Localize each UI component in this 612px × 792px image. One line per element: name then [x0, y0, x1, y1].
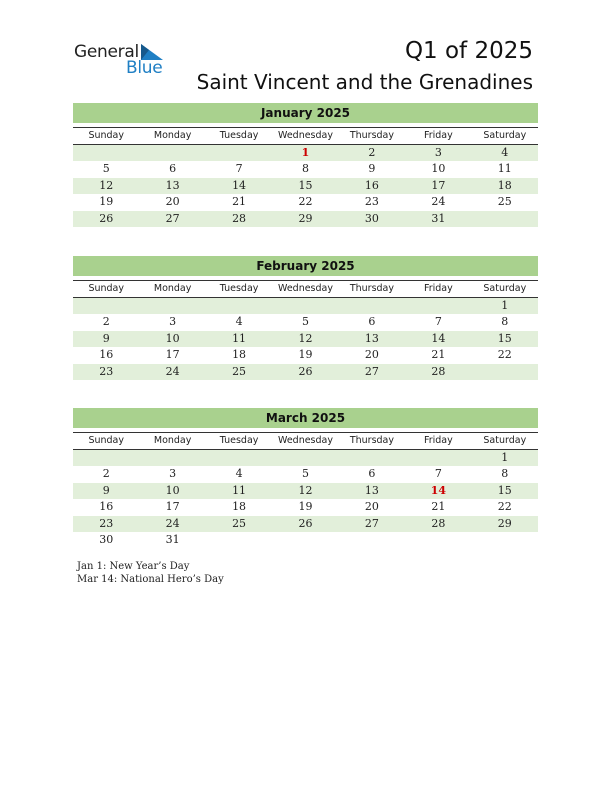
day-cell: 8 — [301, 162, 309, 176]
day-cell: 19 — [99, 195, 114, 209]
day-cell: 10 — [165, 483, 180, 497]
weekday-label: Saturday — [483, 130, 527, 141]
weekday-header-row — [73, 280, 538, 298]
empty-day-cell — [339, 450, 405, 466]
day-cell: 14 — [232, 178, 247, 192]
day-cell: 4 — [501, 146, 509, 159]
month-january — [73, 103, 538, 227]
day-cell: 13 — [364, 331, 379, 345]
day-cell: 9 — [368, 162, 376, 176]
day-cell: 29 — [497, 516, 512, 530]
day-cell: 2 — [102, 467, 110, 481]
day-cell: 19 — [298, 500, 313, 514]
empty-day-cell — [206, 450, 272, 466]
day-cell: 5 — [102, 162, 110, 176]
empty-day-cell — [206, 298, 272, 314]
day-cell: 14 — [431, 331, 446, 345]
week-row — [73, 347, 538, 363]
day-cell: 13 — [364, 483, 379, 497]
empty-day-cell — [405, 532, 471, 548]
day-cell: 17 — [165, 348, 180, 362]
page-title: Q1 of 2025 — [404, 38, 533, 64]
day-cell: 24 — [431, 195, 446, 209]
weekday-label: Sunday — [88, 435, 124, 446]
day-cell: 26 — [99, 211, 114, 225]
day-cell: 3 — [169, 315, 177, 329]
month-title: February 2025 — [73, 256, 538, 276]
logo-general-text: General — [74, 42, 139, 62]
weekday-label: Wednesday — [277, 283, 333, 294]
day-cell: 2 — [368, 146, 376, 159]
holiday-day-cell: 14 — [430, 483, 446, 497]
day-cell: 4 — [235, 467, 243, 481]
day-cell: 23 — [99, 364, 114, 378]
day-cell: 27 — [364, 516, 379, 530]
day-cell: 11 — [232, 483, 247, 497]
day-cell: 3 — [169, 467, 177, 481]
day-cell: 22 — [298, 195, 313, 209]
day-cell: 28 — [431, 516, 446, 530]
day-cell: 16 — [99, 500, 114, 514]
month-march — [73, 408, 538, 548]
week-row — [73, 466, 538, 482]
week-row — [73, 483, 538, 499]
day-cell: 5 — [301, 315, 309, 329]
holiday-notes — [77, 560, 224, 586]
weekday-label: Monday — [153, 130, 192, 141]
week-row — [73, 331, 538, 347]
empty-day-cell — [206, 145, 272, 161]
empty-day-cell — [139, 298, 205, 314]
week-row — [73, 194, 538, 210]
empty-day-cell — [73, 145, 139, 161]
day-cell: 9 — [102, 331, 110, 345]
generalblue-logo — [74, 42, 174, 78]
weekday-label: Thursday — [349, 283, 395, 294]
week-row — [73, 450, 538, 466]
week-row — [73, 161, 538, 177]
empty-day-cell — [472, 364, 538, 380]
day-cell: 2 — [102, 315, 110, 329]
empty-day-cell — [472, 532, 538, 548]
weekday-label: Thursday — [349, 130, 395, 141]
day-cell: 1 — [501, 451, 509, 464]
day-cell: 18 — [232, 500, 247, 514]
day-cell: 19 — [298, 348, 313, 362]
holiday-day-cell: 1 — [301, 146, 310, 159]
day-cell: 29 — [298, 211, 313, 225]
day-cell: 3 — [434, 146, 442, 159]
day-cell: 18 — [232, 348, 247, 362]
weekday-label: Tuesday — [219, 130, 259, 141]
day-cell: 16 — [99, 348, 114, 362]
day-cell: 8 — [501, 315, 509, 329]
day-cell: 7 — [434, 315, 442, 329]
day-cell: 13 — [165, 178, 180, 192]
day-cell: 6 — [169, 162, 177, 176]
weekday-header-row — [73, 432, 538, 450]
day-cell: 21 — [232, 195, 247, 209]
day-cell: 23 — [364, 195, 379, 209]
day-cell: 17 — [165, 500, 180, 514]
weekday-label: Saturday — [483, 283, 527, 294]
day-cell: 11 — [497, 162, 512, 176]
day-cell: 26 — [298, 364, 313, 378]
day-cell: 5 — [301, 467, 309, 481]
day-cell: 1 — [501, 299, 509, 312]
weekday-label: Tuesday — [219, 283, 259, 294]
weekday-label: Saturday — [483, 435, 527, 446]
day-cell: 16 — [364, 178, 379, 192]
holiday-note: Mar 14: National Hero’s Day — [77, 574, 224, 585]
day-cell: 27 — [165, 211, 180, 225]
day-cell: 15 — [497, 483, 512, 497]
day-cell: 22 — [497, 348, 512, 362]
day-cell: 25 — [232, 364, 247, 378]
day-cell: 27 — [364, 364, 379, 378]
day-cell: 24 — [165, 364, 180, 378]
day-cell: 9 — [102, 483, 110, 497]
day-cell: 31 — [165, 532, 180, 546]
week-row — [73, 298, 538, 314]
day-cell: 26 — [298, 516, 313, 530]
weekday-label: Wednesday — [277, 130, 333, 141]
holiday-note: Jan 1: New Year’s Day — [77, 561, 190, 572]
day-cell: 22 — [497, 500, 512, 514]
week-row — [73, 532, 538, 548]
day-cell: 6 — [368, 315, 376, 329]
day-cell: 21 — [431, 348, 446, 362]
week-row — [73, 364, 538, 380]
week-rows — [73, 298, 538, 380]
day-cell: 24 — [165, 516, 180, 530]
week-row — [73, 211, 538, 227]
day-cell: 4 — [235, 315, 243, 329]
day-cell: 17 — [431, 178, 446, 192]
week-row — [73, 314, 538, 330]
empty-day-cell — [139, 450, 205, 466]
day-cell: 30 — [364, 211, 379, 225]
weekday-label: Sunday — [88, 130, 124, 141]
week-row — [73, 145, 538, 161]
day-cell: 11 — [232, 331, 247, 345]
empty-day-cell — [272, 450, 338, 466]
day-cell: 12 — [99, 178, 114, 192]
day-cell: 31 — [431, 211, 446, 225]
empty-day-cell — [472, 211, 538, 227]
day-cell: 6 — [368, 467, 376, 481]
week-row — [73, 516, 538, 532]
empty-day-cell — [339, 298, 405, 314]
week-rows — [73, 145, 538, 227]
weekday-label: Wednesday — [277, 435, 333, 446]
week-row — [73, 499, 538, 515]
empty-day-cell — [272, 298, 338, 314]
month-february — [73, 256, 538, 380]
empty-day-cell — [339, 532, 405, 548]
day-cell: 10 — [431, 162, 446, 176]
day-cell: 30 — [99, 532, 114, 546]
weekday-label: Sunday — [88, 283, 124, 294]
month-title: March 2025 — [73, 408, 538, 428]
weekday-label: Thursday — [349, 435, 395, 446]
day-cell: 15 — [298, 178, 313, 192]
day-cell: 12 — [298, 483, 313, 497]
weekday-label: Monday — [153, 435, 192, 446]
empty-day-cell — [405, 298, 471, 314]
day-cell: 25 — [497, 195, 512, 209]
empty-day-cell — [73, 298, 139, 314]
day-cell: 20 — [364, 348, 379, 362]
weekday-label: Monday — [153, 283, 192, 294]
day-cell: 12 — [298, 331, 313, 345]
logo-blue-text: Blue — [126, 58, 163, 78]
weekday-label: Friday — [423, 435, 453, 446]
day-cell: 7 — [434, 467, 442, 481]
empty-day-cell — [206, 532, 272, 548]
day-cell: 28 — [232, 211, 247, 225]
day-cell: 20 — [364, 500, 379, 514]
day-cell: 10 — [165, 331, 180, 345]
day-cell: 21 — [431, 500, 446, 514]
month-title: January 2025 — [73, 103, 538, 123]
empty-day-cell — [405, 450, 471, 466]
day-cell: 25 — [232, 516, 247, 530]
weekday-header-row — [73, 127, 538, 145]
weekday-label: Friday — [423, 283, 453, 294]
empty-day-cell — [139, 145, 205, 161]
day-cell: 20 — [165, 195, 180, 209]
day-cell: 23 — [99, 516, 114, 530]
day-cell: 28 — [431, 364, 446, 378]
country-subtitle: Saint Vincent and the Grenadines — [196, 70, 533, 94]
day-cell: 18 — [497, 178, 512, 192]
day-cell: 7 — [235, 162, 243, 176]
day-cell: 15 — [497, 331, 512, 345]
weekday-label: Tuesday — [219, 435, 259, 446]
weekday-label: Friday — [423, 130, 453, 141]
day-cell: 8 — [501, 467, 509, 481]
week-rows — [73, 450, 538, 548]
week-row — [73, 178, 538, 194]
empty-day-cell — [73, 450, 139, 466]
empty-day-cell — [272, 532, 338, 548]
